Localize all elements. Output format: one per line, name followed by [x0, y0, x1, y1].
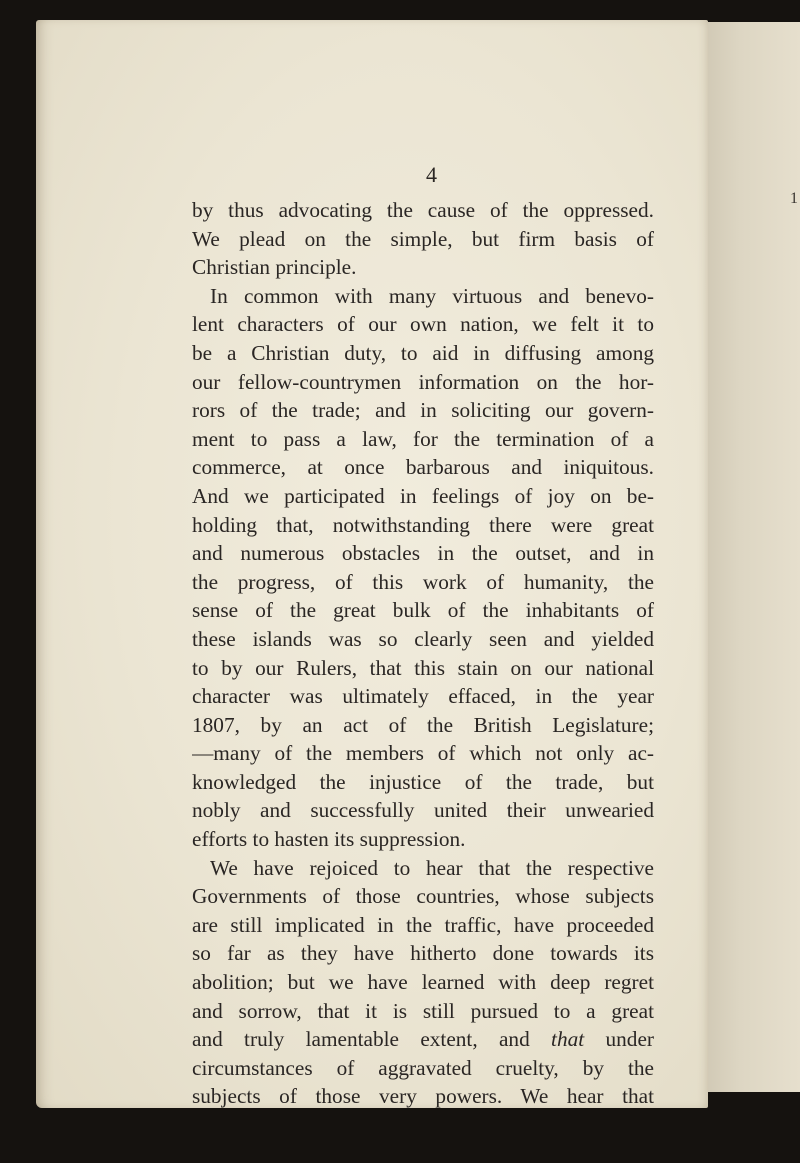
text-line: subjects of those very powers. We hear that [192, 1084, 654, 1109]
text-line: ment to pass a law, for the termination of a [192, 426, 654, 451]
facing-page-glyph: 1 [790, 190, 798, 207]
text-line: lent characters of our own nation, we felt it to [192, 312, 654, 337]
text-line: and sorrow, that it is still pursued to a great [192, 998, 654, 1023]
text-line: —many of the members of which not only ac- [192, 741, 654, 766]
text-line: by thus advocating the cause of the oppressed. [192, 198, 654, 222]
text-line: knowledged the injustice of the trade, but [192, 769, 654, 794]
text-line: so far as they have hitherto done towards its [192, 941, 654, 966]
text-line: are still implicated in the traffic, have proceeded [192, 912, 654, 937]
text-line: and numerous obstacles in the outset, and in [192, 541, 654, 566]
text-line: In common with many virtuous and benevo- [210, 283, 654, 308]
text-line: and truly lamentable extent, and that under [192, 1027, 654, 1052]
text-line: We plead on the simple, but firm basis of [192, 226, 654, 251]
text-line: circumstances of aggravated cruelty, by the [192, 1055, 654, 1080]
text-line: Governments of those countries, whose subjects [192, 884, 654, 909]
text-line: commerce, at once barbarous and iniquitous. [192, 455, 654, 480]
text-line: these islands was so clearly seen and yielded [192, 626, 654, 651]
text-line: abolition; but we have learned with deep regret [192, 970, 654, 995]
text-line: be a Christian duty, to aid in diffusing among [192, 340, 654, 365]
body-text [192, 196, 654, 1111]
text-line: our fellow-countrymen information on the hor- [192, 369, 654, 394]
text-line: 1807, by an act of the British Legislature; [192, 712, 654, 737]
text-line: sense of the great bulk of the inhabitants of [192, 598, 654, 623]
page-number: 4 [426, 162, 437, 187]
text-line: efforts to hasten its suppression. [192, 827, 466, 852]
text-line: rors of the trade; and in soliciting our govern- [192, 398, 654, 423]
text-line: We have rejoiced to hear that the respective [210, 855, 654, 880]
text-line: Christian principle. [192, 255, 357, 280]
text-line: And we participated in feelings of joy on be- [192, 483, 654, 508]
text-line: character was ultimately effaced, in the year [192, 684, 654, 709]
text-line: nobly and successfully united their unwearied [192, 798, 654, 823]
facing-page-edge [700, 22, 800, 1092]
text-line: to by our Rulers, that this stain on our national [192, 655, 654, 680]
text-line: holding that, notwithstanding there were great [192, 512, 654, 537]
text-line: the progress, of this work of humanity, the [192, 569, 654, 594]
